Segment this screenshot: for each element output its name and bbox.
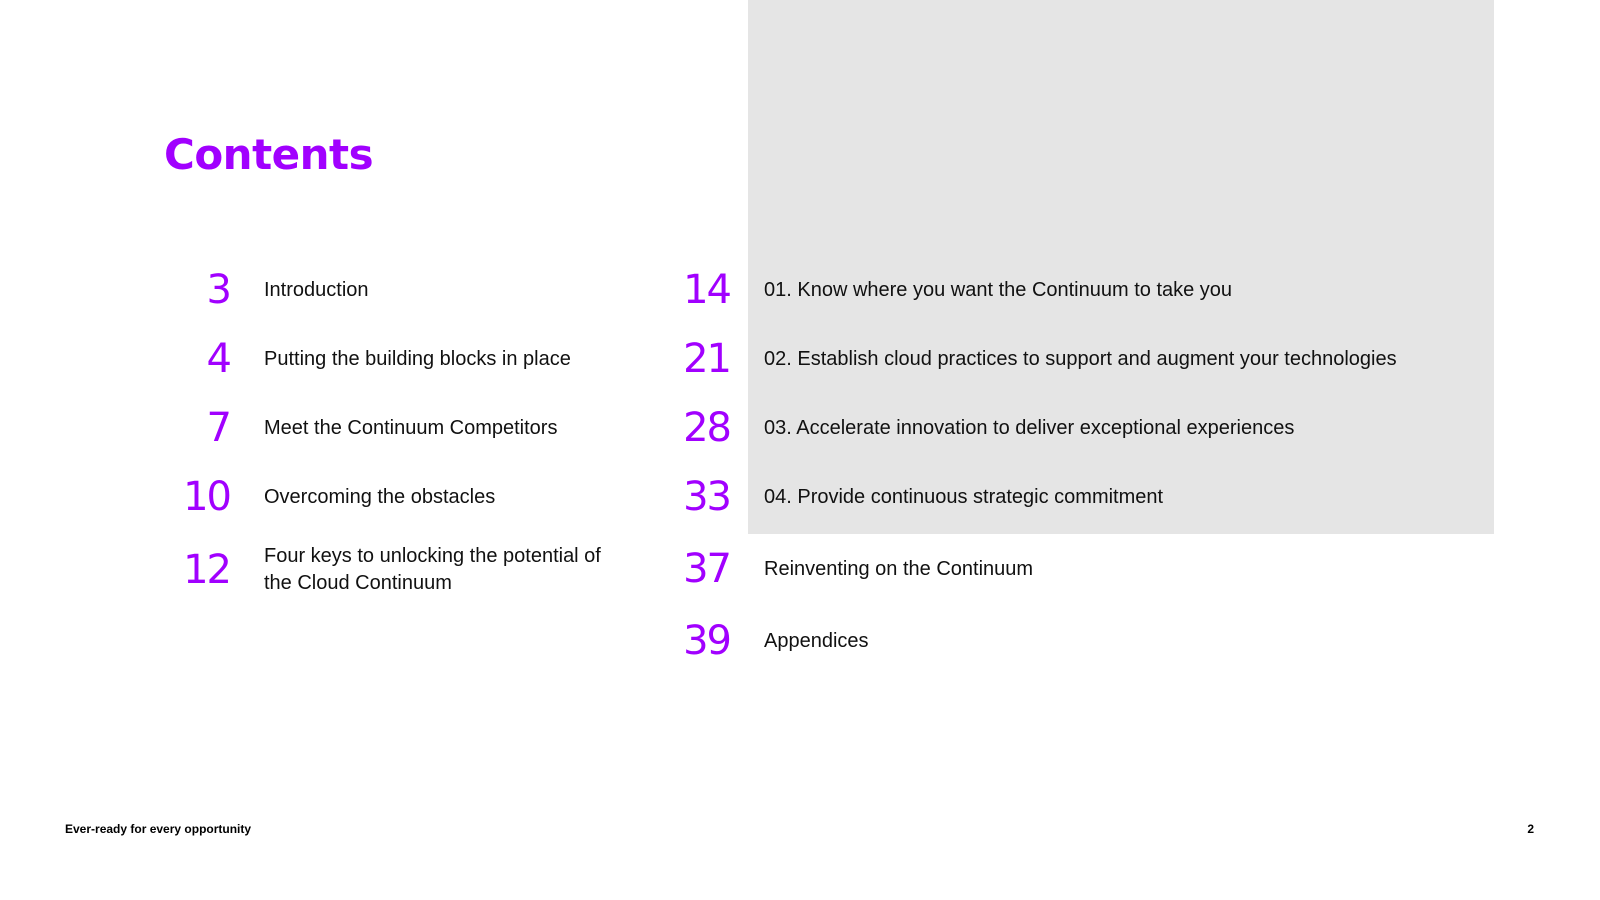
footer-tagline: Ever-ready for every opportunity <box>65 822 252 836</box>
toc-page-number: 14 <box>683 267 730 313</box>
toc-entry-introduction[interactable] <box>160 267 624 313</box>
toc-entry-strategic-commitment[interactable] <box>654 474 1484 520</box>
toc-page-number: 28 <box>683 405 730 451</box>
toc-entry-accelerate-innovation[interactable] <box>654 405 1484 451</box>
toc-entry-label: Appendices <box>764 629 869 652</box>
toc-entry-competitors[interactable] <box>160 405 624 451</box>
toc-entry-label: 01. Know where you want the Continuum to take you <box>764 278 1233 301</box>
toc-entry-label: Meet the Continuum Competitors <box>264 416 558 439</box>
toc-entry-label: 03. Accelerate innovation to deliver exceptional experiences <box>764 416 1295 439</box>
toc-page-number: 37 <box>683 546 730 592</box>
toc-entry-cloud-practices[interactable] <box>654 336 1484 382</box>
toc-page-number: 4 <box>206 336 230 382</box>
toc-page-number: 21 <box>683 336 730 382</box>
page-title: Contents <box>164 130 374 179</box>
toc-entry-building-blocks[interactable] <box>160 336 624 382</box>
toc-entry-label: 02. Establish cloud practices to support and augment your technologies <box>764 347 1397 370</box>
toc-page-number: 39 <box>683 618 730 664</box>
toc-entry-label: Reinventing on the Continuum <box>764 557 1034 580</box>
toc-page-number: 7 <box>206 405 230 451</box>
toc-entry-reinventing[interactable] <box>654 546 1484 592</box>
toc-entry-label: Putting the building blocks in place <box>264 347 571 370</box>
toc-entry-appendices[interactable] <box>654 618 1484 664</box>
highlight-panel <box>748 0 1494 534</box>
toc-entry-label: Overcoming the obstacles <box>264 485 496 508</box>
toc-entry-label: Introduction <box>264 278 369 301</box>
toc-page-number: 10 <box>183 474 230 520</box>
toc-entry-obstacles[interactable] <box>160 474 624 520</box>
toc-entry-label: 04. Provide continuous strategic commitment <box>764 485 1164 508</box>
toc-page-number: 33 <box>683 474 730 520</box>
toc-page-number: 12 <box>183 547 230 593</box>
toc-entry-label: Four keys to unlocking the potential of the Cloud Continuum <box>264 545 601 594</box>
toc-page-number: 3 <box>206 267 230 313</box>
footer-page-number: 2 <box>1527 822 1534 836</box>
toc-entry-know-where[interactable] <box>654 267 1484 313</box>
toc-entry-four-keys[interactable] <box>160 540 614 600</box>
